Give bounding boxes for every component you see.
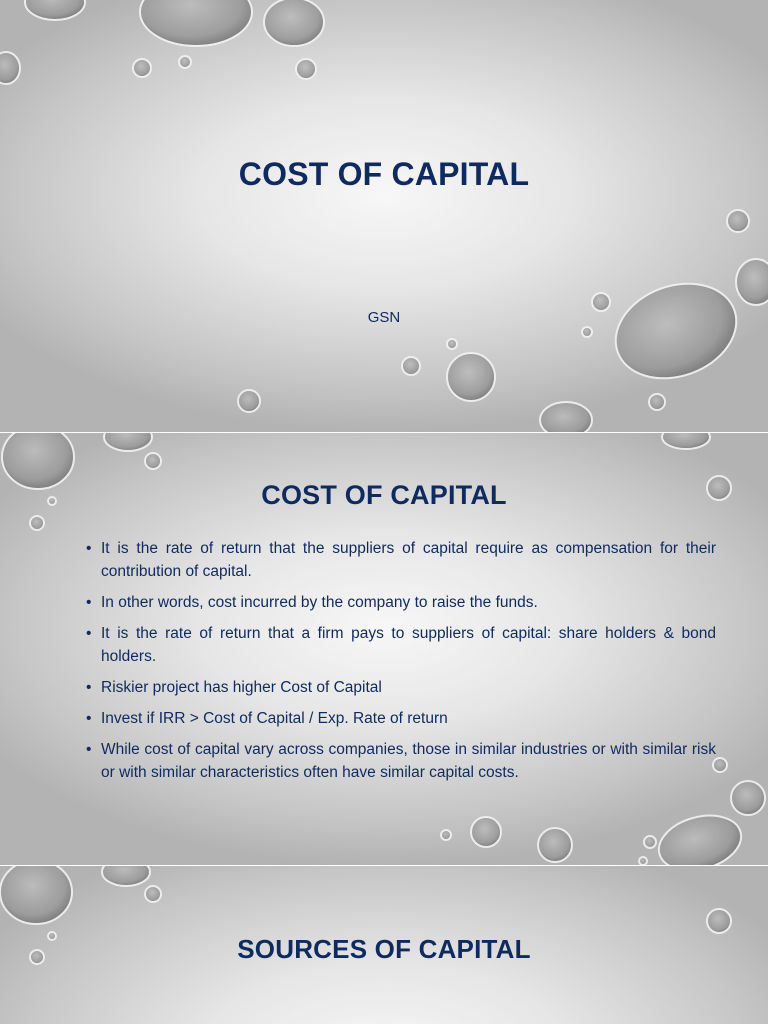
bullet-item: [86, 622, 716, 668]
bullet-icon: •: [86, 594, 92, 611]
bullet-icon: •: [86, 710, 92, 727]
bullet-item: [86, 738, 716, 784]
sources-slide: [0, 866, 768, 1024]
title-slide: [0, 0, 768, 432]
bullet-icon: •: [86, 540, 92, 557]
bullet-icon: •: [86, 741, 92, 758]
bullet-item: [86, 537, 716, 583]
bullet-text: In other words, cost incurred by the company to raise the funds.: [101, 594, 538, 611]
definition-slide: [0, 433, 768, 865]
bullet-icon: •: [86, 625, 92, 642]
slide-title: SOURCES OF CAPITAL: [237, 934, 531, 964]
bullet-text: Invest if IRR > Cost of Capital / Exp. Rate of return: [101, 710, 448, 727]
bullet-text: It is the rate of return that the suppliers of capital require as compensation for their contribution of capital.: [101, 540, 716, 580]
slide-title: COST OF CAPITAL: [238, 156, 530, 192]
slide-title: COST OF CAPITAL: [261, 480, 507, 510]
bullet-text: It is the rate of return that a firm pays to suppliers of capital: share holders & bond holders.: [101, 625, 716, 665]
bullet-text: While cost of capital vary across companies, those in similar industries or with similar risk or with similar characteristics often have similar capital costs.: [101, 741, 716, 781]
water-drops-decoration: [0, 0, 768, 432]
bullet-text: Riskier project has higher Cost of Capital: [101, 679, 382, 696]
slide-subtitle: GSN: [367, 309, 401, 326]
bullet-list: [86, 537, 716, 792]
bullet-item: [86, 707, 716, 730]
bullet-item: [86, 591, 716, 614]
bullet-item: [86, 676, 716, 699]
bullet-icon: •: [86, 679, 92, 696]
